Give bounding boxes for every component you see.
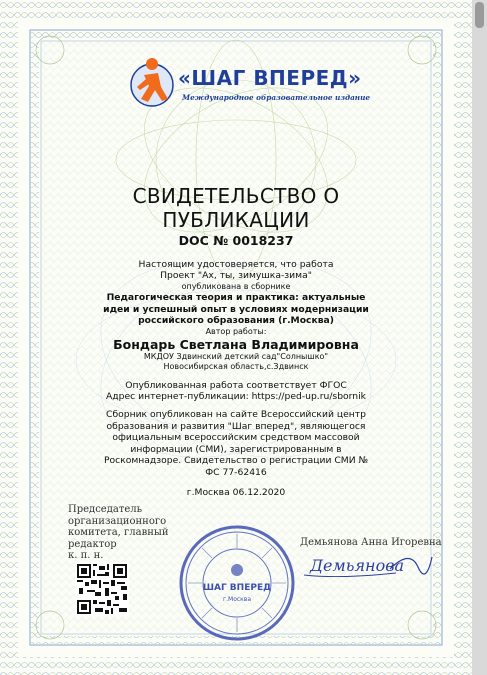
fgos-text: Опубликованная работа соответствует ФГОС [125, 380, 347, 391]
signatory-title-line1: Председатель [68, 504, 143, 515]
author-label: Автор работы: [205, 327, 267, 336]
signatory-name: Демьянова Анна Игоревна [300, 537, 442, 548]
collection-line3: российского образования (г.Москва) [138, 315, 334, 326]
author-name: Бондарь Светлана Владимировна [113, 337, 359, 352]
vertical-scrollbar[interactable] [472, 0, 487, 675]
walking-man-logo-icon [128, 55, 178, 107]
signature-text: Демьянова [310, 556, 405, 575]
about-line2: образования и развития "Шаг вперед", являющегося [106, 420, 366, 432]
intro-text: Настоящим удостоверяется, что работа [138, 259, 334, 270]
publication-url: Адрес интернет-публикации: https://ped-up.ru/sbornik [106, 391, 366, 402]
project-title: Проект "Ах, ты, зимушка-зима" [160, 270, 312, 281]
about-line4: информации (СМИ), зарегистрированным в [130, 443, 342, 455]
signatory-title-line2: организационного [68, 515, 167, 527]
certificate-title-line2: ПУБЛИКАЦИИ [162, 208, 310, 232]
organization-line1: МКДОУ Здвинский детский сад"Солнышко" [143, 352, 329, 361]
certificate-title [0, 184, 472, 232]
about-line1: Сборник опубликован на сайте Всероссийский центр [106, 409, 366, 420]
qr-code-icon [77, 564, 127, 614]
qr-code [75, 562, 129, 616]
handwritten-signature [300, 549, 440, 583]
signatory-title-line4: к. п. н. [68, 550, 104, 561]
about-line5: Роскомнадзоре. Свидетельство о регистрации СМИ № [103, 455, 369, 466]
about-line3: официальным всероссийским средством массовой [112, 432, 360, 443]
about-collection [0, 409, 472, 478]
official-stamp [178, 524, 296, 642]
logo-title: «ШАГ ВПЕРЕД» [178, 66, 362, 90]
collection-title [0, 292, 472, 327]
issue-date: г.Москва 06.12.2020 [186, 487, 286, 498]
logo-subtitle: Международное образовательное издание [182, 93, 371, 102]
document-number: DOC № 0018237 [178, 233, 294, 248]
published-in-text: опубликована в сборнике [181, 282, 291, 291]
signatory-title-line3: комитета, главный редактор [68, 527, 169, 550]
stamp-center-text: ШАГ ВПЕРЕД [202, 583, 272, 593]
certificate-title-line1: СВИДЕТЕЛЬСТВО О [132, 184, 340, 208]
organization-line2: Новосибирская область,с.Здвинск [163, 362, 309, 371]
collection-line1: Педагогическая теория и практика: актуальные [106, 292, 366, 303]
scrollbar-thumb[interactable] [475, 2, 484, 28]
about-line6: ФС 77-62416 [205, 466, 267, 478]
stamp-city: г.Москва [222, 596, 252, 603]
collection-line2: идеи и успешный опыт в условиях модернизации [103, 303, 369, 315]
